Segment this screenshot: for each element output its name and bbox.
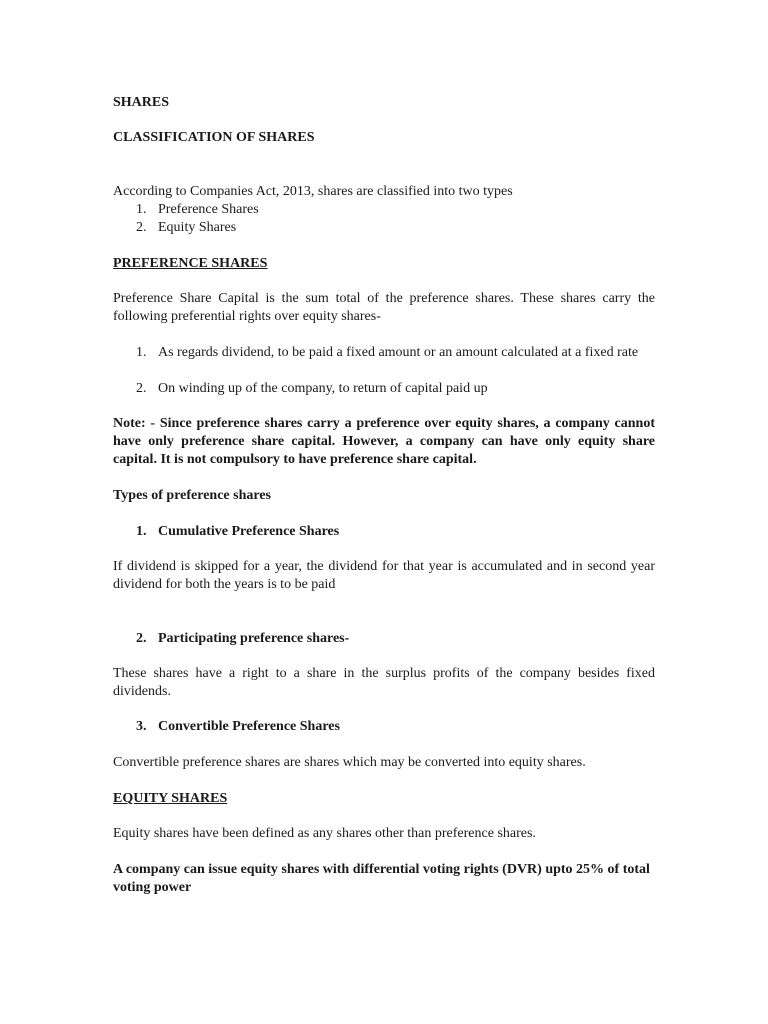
list-number: 1. bbox=[136, 345, 147, 360]
heading-equity-shares: EQUITY SHARES bbox=[113, 791, 228, 806]
list-item: On winding up of the company, to return of capital paid up bbox=[158, 381, 488, 396]
list-item: Equity Shares bbox=[158, 220, 237, 235]
heading-preference-shares: PREFERENCE SHARES bbox=[113, 256, 268, 271]
types-heading: Types of preference shares bbox=[113, 488, 271, 503]
list-item: Preference Shares bbox=[158, 202, 259, 217]
subheading: Convertible Preference Shares bbox=[158, 719, 340, 734]
subheading: Participating preference shares- bbox=[158, 631, 350, 646]
equity-paragraph: Equity shares have been defined as any shares other than preference shares. bbox=[113, 826, 536, 841]
list-number: 2. bbox=[136, 631, 147, 646]
list-number: 2. bbox=[136, 220, 147, 235]
subheading: Cumulative Preference Shares bbox=[158, 524, 340, 539]
description: If dividend is skipped for a year, the dividend for that year is accumulated and in second year dividend for both the years is to be paid bbox=[113, 559, 655, 592]
description: These shares have a right to a share in the surplus profits of the company besides fixed dividends. bbox=[113, 666, 655, 699]
note-paragraph: Note: - Since preference shares carry a preference over equity shares, a company cannot have only preference share capital. However, a company can have only equity share capital. It is not compulsory to have preference share capital. bbox=[113, 416, 655, 467]
heading-classification: CLASSIFICATION OF SHARES bbox=[113, 130, 315, 145]
list-item: As regards dividend, to be paid a fixed amount or an amount calculated at a fixed rate bbox=[158, 345, 639, 360]
equity-dvr-statement: A company can issue equity shares with differential voting rights (DVR) upto 25% of total voting power bbox=[113, 862, 650, 895]
list-number: 1. bbox=[136, 524, 147, 539]
heading-shares: SHARES bbox=[113, 95, 170, 110]
preference-paragraph: Preference Share Capital is the sum total of the preference shares. These shares carry the following preferential rights over equity shares- bbox=[113, 291, 655, 324]
list-number: 1. bbox=[136, 202, 147, 217]
list-number: 3. bbox=[136, 719, 147, 734]
list-number: 2. bbox=[136, 381, 147, 396]
intro-text: According to Companies Act, 2013, shares are classified into two types bbox=[113, 184, 513, 199]
description: Convertible preference shares are shares which may be converted into equity shares. bbox=[113, 755, 586, 770]
